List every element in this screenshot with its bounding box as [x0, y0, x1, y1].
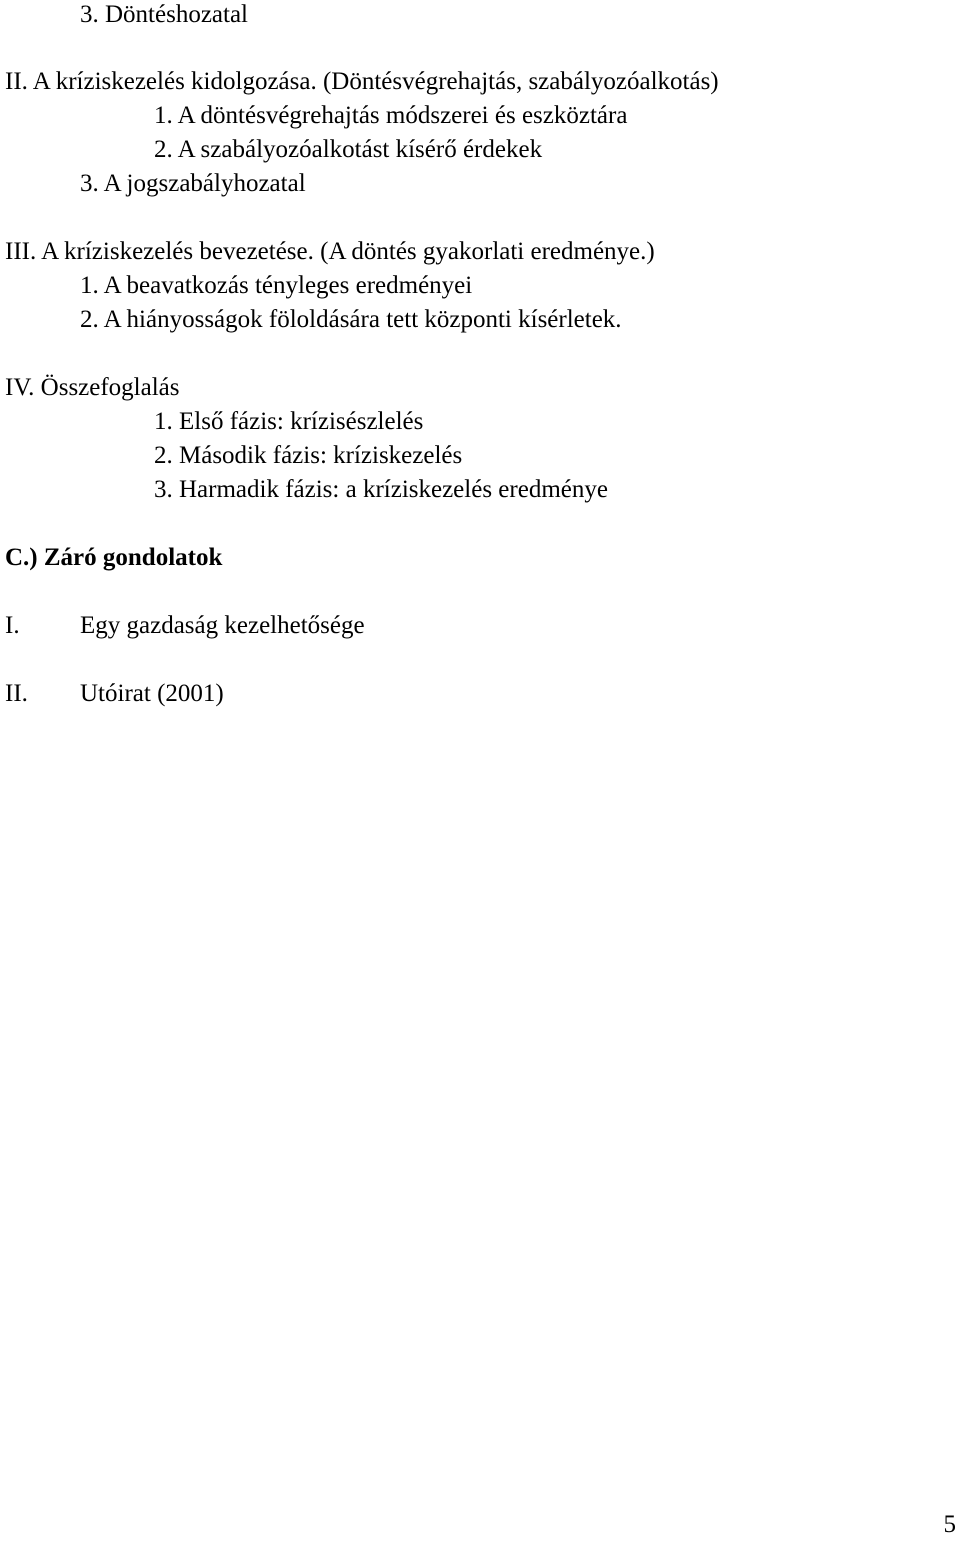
part-c-item-1-title: Egy gazdaság kezelhetősége [80, 612, 365, 639]
section-iv-item-2: 2. Második fázis: kríziskezelés [154, 442, 463, 469]
toc-item-dontéshozatal: 3. Döntéshozatal [80, 1, 249, 28]
section-iv-item-3: 3. Harmadik fázis: a kríziskezelés eredménye [154, 476, 608, 503]
part-c-heading: C.) Záró gondolatok [5, 544, 223, 571]
section-iii-item-2: 2. A hiányosságok föloldására tett központi kísérletek. [80, 306, 622, 333]
part-c-item-1-numeral: I. [5, 612, 20, 639]
part-c-item-2-title: Utóirat (2001) [80, 680, 224, 707]
section-ii-item-3: 3. A jogszabályhozatal [80, 170, 306, 197]
section-iii-item-1: 1. A beavatkozás tényleges eredményei [80, 272, 473, 299]
section-ii-item-2: 2. A szabályozóalkotást kísérő érdekek [154, 136, 543, 163]
section-iv-heading: IV. Összefoglalás [5, 374, 180, 401]
section-iv-item-1: 1. Első fázis: krízisészlelés [154, 408, 424, 435]
section-ii-heading: II. A kríziskezelés kidolgozása. (Döntésvégrehajtás, szabályozóalkotás) [5, 68, 719, 95]
section-iii-heading: III. A kríziskezelés bevezetése. (A döntés gyakorlati eredménye.) [5, 238, 655, 265]
page-number: 5 [943, 1511, 956, 1538]
section-ii-item-1: 1. A döntésvégrehajtás módszerei és eszköztára [154, 102, 628, 129]
part-c-item-2-numeral: II. [5, 680, 28, 707]
